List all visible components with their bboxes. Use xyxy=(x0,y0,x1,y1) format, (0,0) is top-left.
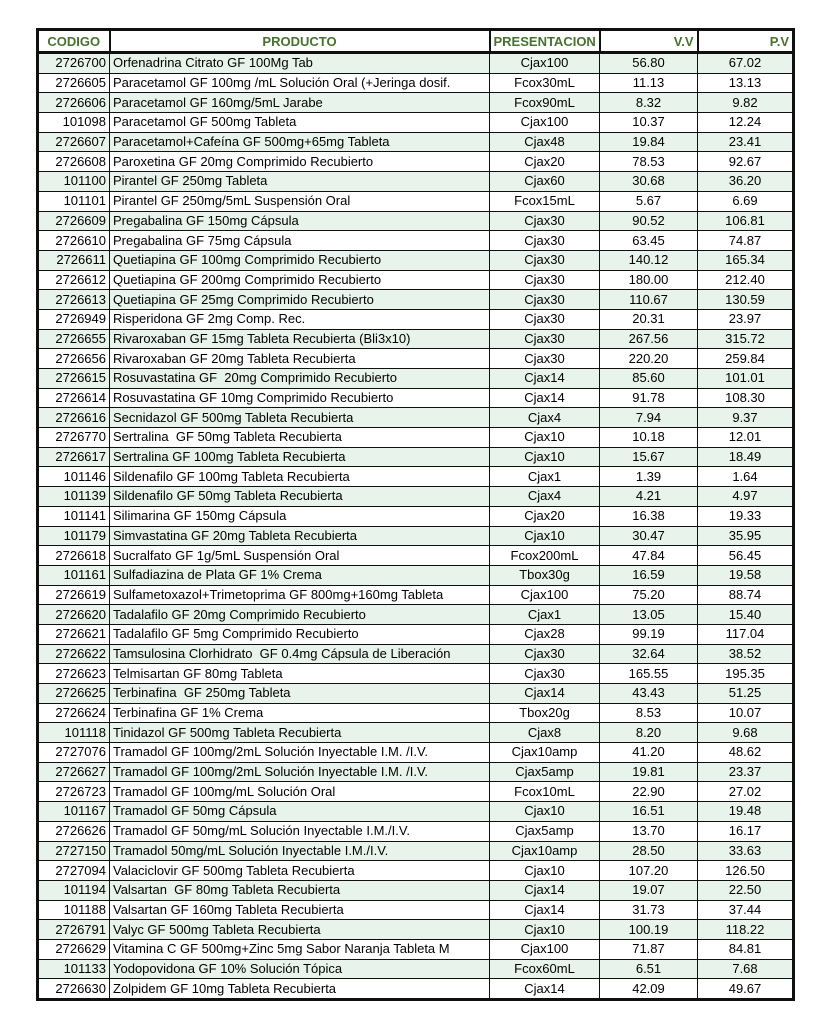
price-list-sheet xyxy=(36,28,795,1001)
header-producto: PRODUCTO xyxy=(110,30,490,53)
pv-cell: 118.22 xyxy=(698,920,794,940)
product-cell: Paracetamol GF 160mg/5mL Jarabe xyxy=(110,93,490,113)
table-row xyxy=(38,900,794,920)
code-cell: 2726608 xyxy=(38,152,110,172)
vv-cell: 22.90 xyxy=(600,782,698,802)
vv-cell: 107.20 xyxy=(600,861,698,881)
pv-cell: 19.58 xyxy=(698,565,794,585)
product-cell: Sildenafilo GF 50mg Tableta Recubierta xyxy=(110,487,490,507)
presentation-cell: Fcox200mL xyxy=(490,546,600,566)
vv-cell: 90.52 xyxy=(600,211,698,231)
code-cell: 2726607 xyxy=(38,132,110,152)
header-vv: V.V xyxy=(600,30,698,53)
presentation-cell: Cjax100 xyxy=(490,585,600,605)
code-cell: 2726614 xyxy=(38,388,110,408)
code-cell: 101179 xyxy=(38,526,110,546)
pv-cell: 7.68 xyxy=(698,959,794,979)
table-row xyxy=(38,73,794,93)
vv-cell: 8.32 xyxy=(600,93,698,113)
table-row xyxy=(38,782,794,802)
vv-cell: 42.09 xyxy=(600,979,698,1000)
table-row xyxy=(38,920,794,940)
product-cell: Quetiapina GF 100mg Comprimido Recubierto xyxy=(110,250,490,270)
vv-cell: 78.53 xyxy=(600,152,698,172)
pv-cell: 36.20 xyxy=(698,172,794,192)
presentation-cell: Fcox10mL xyxy=(490,782,600,802)
pv-cell: 23.97 xyxy=(698,309,794,329)
vv-cell: 99.19 xyxy=(600,624,698,644)
presentation-cell: Cjax30 xyxy=(490,250,600,270)
table-row xyxy=(38,388,794,408)
vv-cell: 11.13 xyxy=(600,73,698,93)
pv-cell: 259.84 xyxy=(698,349,794,369)
vv-cell: 75.20 xyxy=(600,585,698,605)
table-row xyxy=(38,939,794,959)
table-row xyxy=(38,841,794,861)
pv-cell: 92.67 xyxy=(698,152,794,172)
presentation-cell: Cjax10amp xyxy=(490,841,600,861)
vv-cell: 7.94 xyxy=(600,408,698,428)
pv-cell: 108.30 xyxy=(698,388,794,408)
vv-cell: 19.84 xyxy=(600,132,698,152)
presentation-cell: Cjax5amp xyxy=(490,821,600,841)
vv-cell: 63.45 xyxy=(600,231,698,251)
product-cell: Tramadol GF 100mg/2mL Solución Inyectable I.M. /I.V. xyxy=(110,743,490,763)
vv-cell: 20.31 xyxy=(600,309,698,329)
product-cell: Vitamina C GF 500mg+Zinc 5mg Sabor Naranja Tableta M xyxy=(110,939,490,959)
product-cell: Paracetamol+Cafeína GF 500mg+65mg Tableta xyxy=(110,132,490,152)
code-cell: 2726629 xyxy=(38,939,110,959)
pv-cell: 19.33 xyxy=(698,506,794,526)
pv-cell: 9.37 xyxy=(698,408,794,428)
pv-cell: 106.81 xyxy=(698,211,794,231)
table-row xyxy=(38,428,794,448)
header-codigo: CODIGO xyxy=(38,30,110,53)
code-cell: 2726610 xyxy=(38,231,110,251)
presentation-cell: Cjax4 xyxy=(490,487,600,507)
pv-cell: 33.63 xyxy=(698,841,794,861)
table-row xyxy=(38,132,794,152)
code-cell: 101194 xyxy=(38,880,110,900)
vv-cell: 32.64 xyxy=(600,644,698,664)
product-cell: Tinidazol GF 500mg Tableta Recubierta xyxy=(110,723,490,743)
presentation-cell: Cjax14 xyxy=(490,979,600,1000)
pv-cell: 9.82 xyxy=(698,93,794,113)
product-cell: Rosuvastatina GF 10mg Comprimido Recubierto xyxy=(110,388,490,408)
vv-cell: 71.87 xyxy=(600,939,698,959)
presentation-cell: Fcox90mL xyxy=(490,93,600,113)
code-cell: 2726723 xyxy=(38,782,110,802)
code-cell: 2726624 xyxy=(38,703,110,723)
code-cell: 101098 xyxy=(38,113,110,133)
presentation-cell: Cjax30 xyxy=(490,290,600,310)
pv-cell: 101.01 xyxy=(698,369,794,389)
presentation-cell: Cjax30 xyxy=(490,231,600,251)
presentation-cell: Cjax10 xyxy=(490,920,600,940)
vv-cell: 19.81 xyxy=(600,762,698,782)
vv-cell: 10.18 xyxy=(600,428,698,448)
pv-cell: 51.25 xyxy=(698,684,794,704)
table-row xyxy=(38,585,794,605)
presentation-cell: Cjax28 xyxy=(490,624,600,644)
pv-cell: 15.40 xyxy=(698,605,794,625)
code-cell: 2726609 xyxy=(38,211,110,231)
vv-cell: 91.78 xyxy=(600,388,698,408)
product-cell: Sulfadiazina de Plata GF 1% Crema xyxy=(110,565,490,585)
vv-cell: 41.20 xyxy=(600,743,698,763)
presentation-cell: Cjax4 xyxy=(490,408,600,428)
table-row xyxy=(38,506,794,526)
product-cell: Paroxetina GF 20mg Comprimido Recubierto xyxy=(110,152,490,172)
table-row xyxy=(38,113,794,133)
code-cell: 101146 xyxy=(38,467,110,487)
table-row xyxy=(38,743,794,763)
table-row xyxy=(38,605,794,625)
code-cell: 2727150 xyxy=(38,841,110,861)
code-cell: 2726611 xyxy=(38,250,110,270)
code-cell: 2726656 xyxy=(38,349,110,369)
product-cell: Sulfametoxazol+Trimetoprima GF 800mg+160mg Tableta xyxy=(110,585,490,605)
pv-cell: 6.69 xyxy=(698,191,794,211)
product-cell: Sertralina GF 100mg Tableta Recubierta xyxy=(110,447,490,467)
vv-cell: 110.67 xyxy=(600,290,698,310)
code-cell: 2726949 xyxy=(38,309,110,329)
product-cell: Paracetamol GF 500mg Tableta xyxy=(110,113,490,133)
presentation-cell: Cjax100 xyxy=(490,113,600,133)
presentation-cell: Cjax30 xyxy=(490,211,600,231)
table-row xyxy=(38,565,794,585)
table-row xyxy=(38,762,794,782)
vv-cell: 15.67 xyxy=(600,447,698,467)
table-row xyxy=(38,329,794,349)
pv-cell: 212.40 xyxy=(698,270,794,290)
vv-cell: 16.51 xyxy=(600,802,698,822)
price-list-table xyxy=(36,28,795,1001)
pv-cell: 48.62 xyxy=(698,743,794,763)
vv-cell: 13.05 xyxy=(600,605,698,625)
table-row xyxy=(38,546,794,566)
code-cell: 101167 xyxy=(38,802,110,822)
presentation-cell: Tbox30g xyxy=(490,565,600,585)
vv-cell: 140.12 xyxy=(600,250,698,270)
code-cell: 101101 xyxy=(38,191,110,211)
product-cell: Valyc GF 500mg Tableta Recubierta xyxy=(110,920,490,940)
product-cell: Pirantel GF 250mg Tableta xyxy=(110,172,490,192)
presentation-cell: Cjax100 xyxy=(490,939,600,959)
presentation-cell: Cjax30 xyxy=(490,644,600,664)
table-body xyxy=(38,53,794,1000)
product-cell: Sertralina GF 50mg Tableta Recubierta xyxy=(110,428,490,448)
presentation-cell: Cjax30 xyxy=(490,270,600,290)
product-cell: Tramadol GF 50mg Cápsula xyxy=(110,802,490,822)
product-cell: Tramadol GF 100mg/mL Solución Oral xyxy=(110,782,490,802)
product-cell: Tramadol GF 50mg/mL Solución Inyectable I.M./I.V. xyxy=(110,821,490,841)
header-presentacion: PRESENTACION xyxy=(490,30,600,53)
presentation-cell: Cjax10 xyxy=(490,428,600,448)
product-cell: Terbinafina GF 250mg Tableta xyxy=(110,684,490,704)
table-row xyxy=(38,211,794,231)
vv-cell: 100.19 xyxy=(600,920,698,940)
vv-cell: 8.53 xyxy=(600,703,698,723)
vv-cell: 13.70 xyxy=(600,821,698,841)
presentation-cell: Cjax14 xyxy=(490,388,600,408)
product-cell: Pregabalina GF 150mg Cápsula xyxy=(110,211,490,231)
vv-cell: 28.50 xyxy=(600,841,698,861)
pv-cell: 126.50 xyxy=(698,861,794,881)
table-row xyxy=(38,880,794,900)
presentation-cell: Cjax14 xyxy=(490,369,600,389)
vv-cell: 1.39 xyxy=(600,467,698,487)
code-cell: 2726606 xyxy=(38,93,110,113)
code-cell: 101133 xyxy=(38,959,110,979)
product-cell: Sucralfato GF 1g/5mL Suspensión Oral xyxy=(110,546,490,566)
table-row xyxy=(38,93,794,113)
code-cell: 2726617 xyxy=(38,447,110,467)
code-cell: 2726655 xyxy=(38,329,110,349)
table-row xyxy=(38,487,794,507)
code-cell: 2726630 xyxy=(38,979,110,1000)
presentation-cell: Cjax48 xyxy=(490,132,600,152)
product-cell: Quetiapina GF 200mg Comprimido Recubierto xyxy=(110,270,490,290)
code-cell: 101141 xyxy=(38,506,110,526)
product-cell: Sildenafilo GF 100mg Tableta Recubierta xyxy=(110,467,490,487)
table-row xyxy=(38,349,794,369)
table-row xyxy=(38,802,794,822)
header-pv: P.V xyxy=(698,30,794,53)
pv-cell: 19.48 xyxy=(698,802,794,822)
product-cell: Paracetamol GF 100mg /mL Solución Oral (+Jeringa dosif. xyxy=(110,73,490,93)
pv-cell: 10.07 xyxy=(698,703,794,723)
presentation-cell: Cjax30 xyxy=(490,309,600,329)
pv-cell: 1.64 xyxy=(698,467,794,487)
presentation-cell: Cjax60 xyxy=(490,172,600,192)
code-cell: 2726626 xyxy=(38,821,110,841)
pv-cell: 130.59 xyxy=(698,290,794,310)
vv-cell: 47.84 xyxy=(600,546,698,566)
code-cell: 101100 xyxy=(38,172,110,192)
vv-cell: 30.47 xyxy=(600,526,698,546)
product-cell: Tramadol GF 100mg/2mL Solución Inyectable I.M. /I.V. xyxy=(110,762,490,782)
code-cell: 101118 xyxy=(38,723,110,743)
code-cell: 2727076 xyxy=(38,743,110,763)
table-row xyxy=(38,959,794,979)
table-row xyxy=(38,231,794,251)
vv-cell: 165.55 xyxy=(600,664,698,684)
table-row xyxy=(38,979,794,1000)
product-cell: Yodopovidona GF 10% Solución Tópica xyxy=(110,959,490,979)
presentation-cell: Cjax30 xyxy=(490,349,600,369)
pv-cell: 22.50 xyxy=(698,880,794,900)
presentation-cell: Cjax10amp xyxy=(490,743,600,763)
header-row xyxy=(38,30,794,53)
pv-cell: 12.01 xyxy=(698,428,794,448)
presentation-cell: Fcox60mL xyxy=(490,959,600,979)
vv-cell: 43.43 xyxy=(600,684,698,704)
presentation-cell: Cjax100 xyxy=(490,53,600,74)
product-cell: Risperidona GF 2mg Comp. Rec. xyxy=(110,309,490,329)
code-cell: 2726625 xyxy=(38,684,110,704)
code-cell: 2726791 xyxy=(38,920,110,940)
product-cell: Rivaroxaban GF 15mg Tableta Recubierta (Bli3x10) xyxy=(110,329,490,349)
presentation-cell: Cjax10 xyxy=(490,861,600,881)
code-cell: 2726613 xyxy=(38,290,110,310)
pv-cell: 67.02 xyxy=(698,53,794,74)
vv-cell: 10.37 xyxy=(600,113,698,133)
pv-cell: 195.35 xyxy=(698,664,794,684)
product-cell: Zolpidem GF 10mg Tableta Recubierta xyxy=(110,979,490,1000)
table-row xyxy=(38,250,794,270)
presentation-cell: Cjax14 xyxy=(490,684,600,704)
pv-cell: 56.45 xyxy=(698,546,794,566)
table-row xyxy=(38,664,794,684)
presentation-cell: Cjax10 xyxy=(490,447,600,467)
product-cell: Pregabalina GF 75mg Cápsula xyxy=(110,231,490,251)
pv-cell: 27.02 xyxy=(698,782,794,802)
product-cell: Pirantel GF 250mg/5mL Suspensión Oral xyxy=(110,191,490,211)
table-row xyxy=(38,270,794,290)
presentation-cell: Cjax10 xyxy=(490,526,600,546)
product-cell: Valsartan GF 160mg Tableta Recubierta xyxy=(110,900,490,920)
presentation-cell: Fcox15mL xyxy=(490,191,600,211)
vv-cell: 267.56 xyxy=(600,329,698,349)
product-cell: Silimarina GF 150mg Cápsula xyxy=(110,506,490,526)
code-cell: 2726619 xyxy=(38,585,110,605)
product-cell: Quetiapina GF 25mg Comprimido Recubierto xyxy=(110,290,490,310)
table-row xyxy=(38,152,794,172)
code-cell: 101139 xyxy=(38,487,110,507)
presentation-cell: Cjax30 xyxy=(490,664,600,684)
presentation-cell: Cjax1 xyxy=(490,605,600,625)
code-cell: 2727094 xyxy=(38,861,110,881)
pv-cell: 38.52 xyxy=(698,644,794,664)
vv-cell: 16.59 xyxy=(600,565,698,585)
product-cell: Rosuvastatina GF 20mg Comprimido Recubierto xyxy=(110,369,490,389)
pv-cell: 35.95 xyxy=(698,526,794,546)
vv-cell: 56.80 xyxy=(600,53,698,74)
code-cell: 2726770 xyxy=(38,428,110,448)
table-row xyxy=(38,408,794,428)
product-cell: Telmisartan GF 80mg Tableta xyxy=(110,664,490,684)
code-cell: 2726605 xyxy=(38,73,110,93)
pv-cell: 18.49 xyxy=(698,447,794,467)
vv-cell: 5.67 xyxy=(600,191,698,211)
code-cell: 2726616 xyxy=(38,408,110,428)
presentation-cell: Cjax20 xyxy=(490,152,600,172)
vv-cell: 30.68 xyxy=(600,172,698,192)
presentation-cell: Cjax1 xyxy=(490,467,600,487)
pv-cell: 84.81 xyxy=(698,939,794,959)
pv-cell: 74.87 xyxy=(698,231,794,251)
pv-cell: 23.41 xyxy=(698,132,794,152)
vv-cell: 220.20 xyxy=(600,349,698,369)
presentation-cell: Tbox20g xyxy=(490,703,600,723)
pv-cell: 37.44 xyxy=(698,900,794,920)
table-row xyxy=(38,684,794,704)
product-cell: Valsartan GF 80mg Tableta Recubierta xyxy=(110,880,490,900)
pv-cell: 9.68 xyxy=(698,723,794,743)
pv-cell: 88.74 xyxy=(698,585,794,605)
product-cell: Rivaroxaban GF 20mg Tableta Recubierta xyxy=(110,349,490,369)
code-cell: 101188 xyxy=(38,900,110,920)
vv-cell: 19.07 xyxy=(600,880,698,900)
presentation-cell: Cjax5amp xyxy=(490,762,600,782)
product-cell: Orfenadrina Citrato GF 100Mg Tab xyxy=(110,53,490,74)
presentation-cell: Cjax30 xyxy=(490,329,600,349)
pv-cell: 117.04 xyxy=(698,624,794,644)
code-cell: 2726612 xyxy=(38,270,110,290)
vv-cell: 16.38 xyxy=(600,506,698,526)
table-row xyxy=(38,526,794,546)
vv-cell: 6.51 xyxy=(600,959,698,979)
presentation-cell: Cjax10 xyxy=(490,802,600,822)
table-row xyxy=(38,624,794,644)
code-cell: 2726623 xyxy=(38,664,110,684)
table-row xyxy=(38,191,794,211)
product-cell: Tramadol 50mg/mL Solución Inyectable I.M./I.V. xyxy=(110,841,490,861)
table-row xyxy=(38,467,794,487)
table-row xyxy=(38,723,794,743)
product-cell: Tadalafilo GF 5mg Comprimido Recubierto xyxy=(110,624,490,644)
table-row xyxy=(38,369,794,389)
presentation-cell: Fcox30mL xyxy=(490,73,600,93)
product-cell: Terbinafina GF 1% Crema xyxy=(110,703,490,723)
product-cell: Valaciclovir GF 500mg Tableta Recubierta xyxy=(110,861,490,881)
code-cell: 2726620 xyxy=(38,605,110,625)
table-row xyxy=(38,703,794,723)
presentation-cell: Cjax20 xyxy=(490,506,600,526)
code-cell: 2726700 xyxy=(38,53,110,74)
code-cell: 2726627 xyxy=(38,762,110,782)
pv-cell: 12.24 xyxy=(698,113,794,133)
code-cell: 2726618 xyxy=(38,546,110,566)
table-row xyxy=(38,290,794,310)
product-cell: Tamsulosina Clorhidrato GF 0.4mg Cápsula de Liberación xyxy=(110,644,490,664)
presentation-cell: Cjax14 xyxy=(490,880,600,900)
product-cell: Simvastatina GF 20mg Tableta Recubierta xyxy=(110,526,490,546)
code-cell: 2726615 xyxy=(38,369,110,389)
table-row xyxy=(38,861,794,881)
vv-cell: 8.20 xyxy=(600,723,698,743)
code-cell: 2726621 xyxy=(38,624,110,644)
code-cell: 2726622 xyxy=(38,644,110,664)
table-row xyxy=(38,821,794,841)
table-row xyxy=(38,53,794,74)
presentation-cell: Cjax8 xyxy=(490,723,600,743)
code-cell: 101161 xyxy=(38,565,110,585)
vv-cell: 85.60 xyxy=(600,369,698,389)
vv-cell: 4.21 xyxy=(600,487,698,507)
table-row xyxy=(38,447,794,467)
table-row xyxy=(38,309,794,329)
pv-cell: 49.67 xyxy=(698,979,794,1000)
pv-cell: 315.72 xyxy=(698,329,794,349)
table-row xyxy=(38,172,794,192)
vv-cell: 31.73 xyxy=(600,900,698,920)
product-cell: Tadalafilo GF 20mg Comprimido Recubierto xyxy=(110,605,490,625)
pv-cell: 23.37 xyxy=(698,762,794,782)
vv-cell: 180.00 xyxy=(600,270,698,290)
pv-cell: 13.13 xyxy=(698,73,794,93)
pv-cell: 4.97 xyxy=(698,487,794,507)
product-cell: Secnidazol GF 500mg Tableta Recubierta xyxy=(110,408,490,428)
pv-cell: 165.34 xyxy=(698,250,794,270)
table-row xyxy=(38,644,794,664)
pv-cell: 16.17 xyxy=(698,821,794,841)
presentation-cell: Cjax14 xyxy=(490,900,600,920)
